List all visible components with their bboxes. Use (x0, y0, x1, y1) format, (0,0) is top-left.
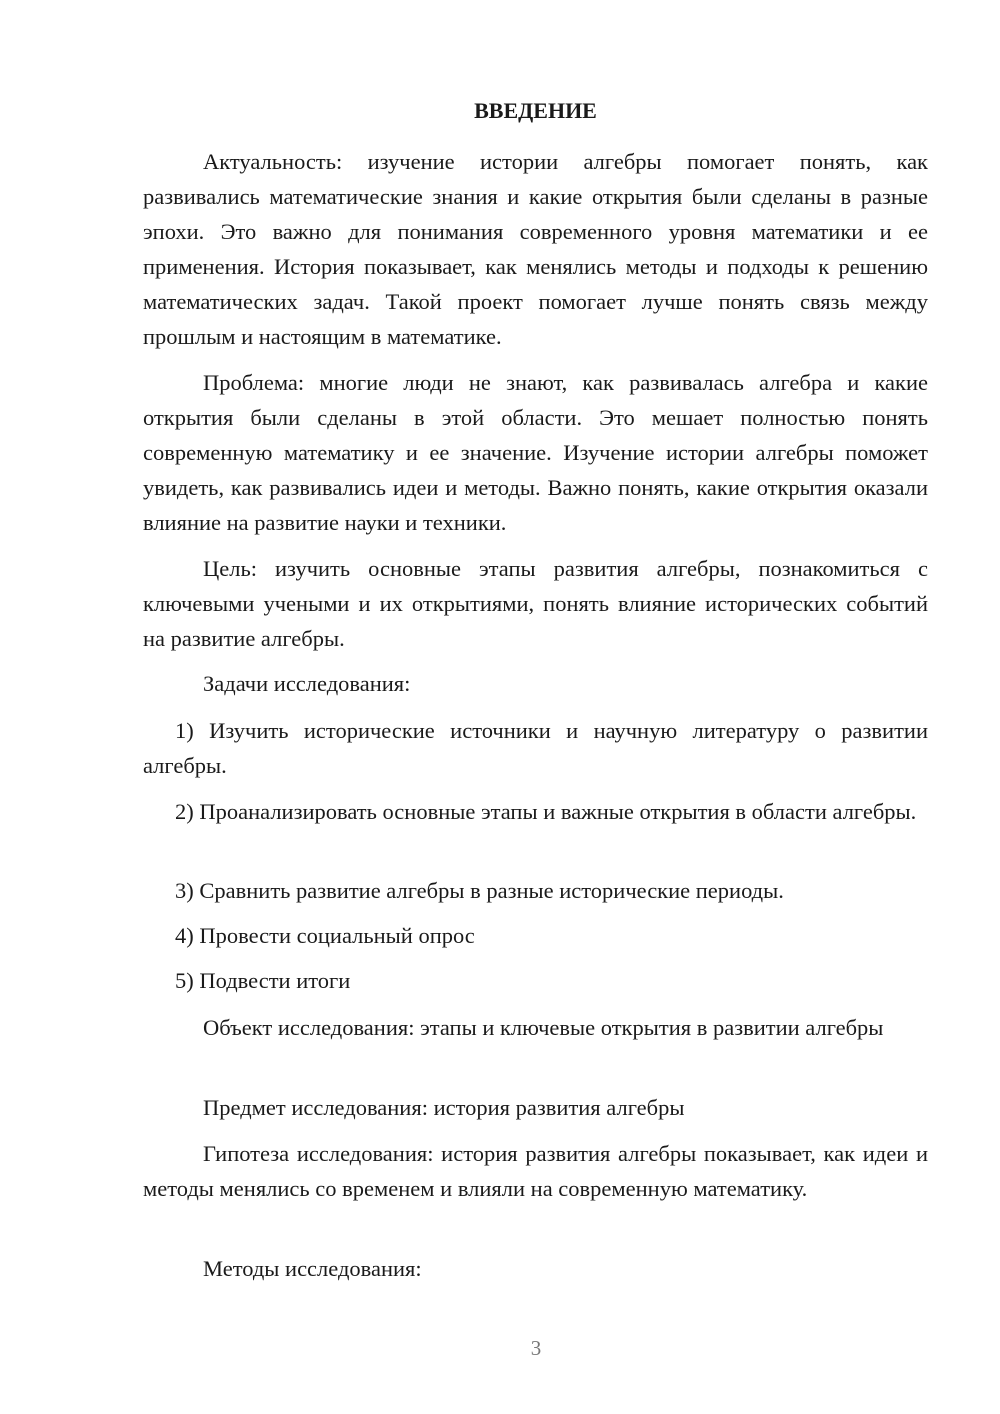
paragraph-hypothesis: Гипотеза исследования: история развития алгебры показывает, как идеи и методы менялись со временем и влияли на современную математику. (143, 1141, 928, 1201)
paragraph-goal: Цель: изучить основные этапы развития алгебры, познакомиться с ключевыми учеными и их открытиями, понять влияние исторических событий на развитие алгебры. (143, 556, 928, 651)
task-item-4: 4) Провести социальный опрос (175, 923, 475, 948)
paragraph-object: Объект исследования: этапы и ключевые открытия в развитии алгебры (203, 1015, 884, 1040)
page-number: 3 (530, 1336, 542, 1360)
paragraph-relevance: Актуальность: изучение истории алгебры помогает понять, как развивались математические знания и какие открытия были сделаны в разные эпохи. Это важно для понимания современного уровня математики и ее применения. История показывает, как менялись методы и подходы к решению математических задач. Такой проект помогает лучше понять связь между прошлым и настоящим в математике. (143, 149, 928, 349)
task-item-2: 2) Проанализировать основные этапы и важные открытия в области алгебры. (175, 799, 917, 824)
paragraph-methods: Методы исследования: (203, 1256, 422, 1281)
tasks-heading: Задачи исследования: (203, 671, 411, 696)
paragraph-subject: Предмет исследования: история развития алгебры (203, 1095, 685, 1120)
task-item-5: 5) Подвести итоги (175, 968, 351, 993)
task-item-3: 3) Сравнить развитие алгебры в разные исторические периоды. (175, 878, 784, 903)
task-item-1: 1) Изучить исторические источники и научную литературу о развитии алгебры. (143, 718, 928, 778)
page-title: ВВЕДЕНИЕ (474, 98, 597, 123)
paragraph-problem: Проблема: многие люди не знают, как развивалась алгебра и какие открытия были сделаны в этой области. Это мешает полностью понять современную математику и ее значение. Изучение истории алгебры поможет увидеть, как развивались идеи и методы. Важно понять, какие открытия оказали влияние на развитие науки и техники. (143, 370, 928, 535)
